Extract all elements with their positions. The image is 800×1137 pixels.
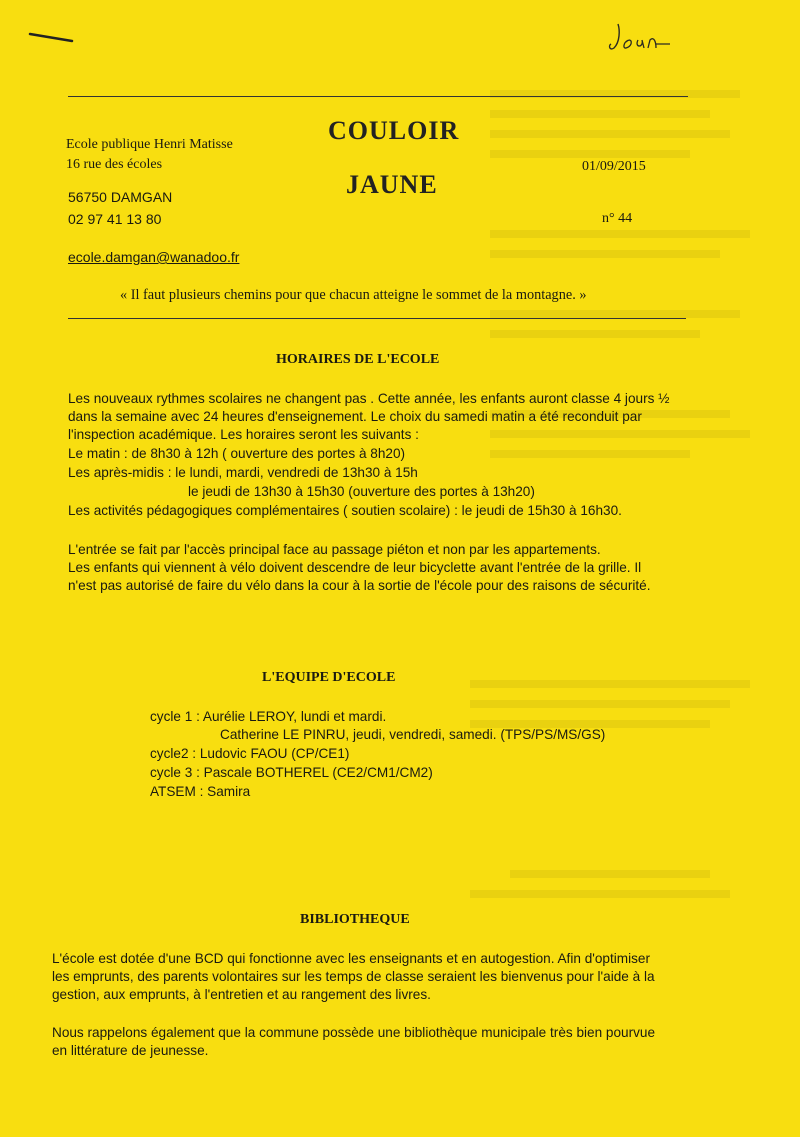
- equipe-line: ATSEM : Samira: [150, 784, 251, 799]
- horaires-line: Les nouveaux rythmes scolaires ne changent pas . Cette année, les enfants auront classe 4 jours ½: [68, 391, 670, 406]
- school-phone: 02 97 41 13 80: [68, 211, 162, 227]
- school-name: Ecole publique Henri Matisse: [66, 137, 233, 152]
- horaires-heading: HORAIRES DE L'ECOLE: [276, 352, 440, 367]
- top-rule: [68, 96, 688, 97]
- handwritten-name: [608, 18, 676, 58]
- bibliotheque-line: les emprunts, des parents volontaires sur les temps de classe seraient les bienvenus pour l'aide à la: [52, 969, 655, 984]
- bibliotheque-line: gestion, aux emprunts, à l'entretien et au rangement des livres.: [52, 987, 431, 1002]
- issue-number: n° 44: [602, 211, 633, 226]
- bibliotheque-line: Nous rappelons également que la commune possède une bibliothèque municipale très bien pourvue: [52, 1025, 656, 1040]
- acces-line: L'entrée se fait par l'accès principal face au passage piéton et non par les appartements.: [68, 542, 601, 557]
- bibliotheque-heading: BIBLIOTHEQUE: [300, 912, 410, 927]
- horaires-line: dans la semaine avec 24 heures d'enseignement. Le choix du samedi matin a été reconduit par: [68, 409, 642, 424]
- newsletter-title-line1: COULOIR: [328, 116, 460, 145]
- quote-rule: [68, 318, 686, 319]
- equipe-line: cycle2 : Ludovic FAOU (CP/CE1): [150, 746, 350, 761]
- bibliotheque-line: en littérature de jeunesse.: [52, 1043, 209, 1058]
- school-postal-city: 56750 DAMGAN: [68, 189, 173, 205]
- newsletter-title-line2: JAUNE: [346, 170, 438, 199]
- horaires-line: l'inspection académique. Les horaires seront les suivants :: [68, 427, 419, 442]
- equipe-line: cycle 1 : Aurélie LEROY, lundi et mardi.: [150, 709, 387, 724]
- horaires-line: le jeudi de 13h30 à 15h30 (ouverture des portes à 13h20): [188, 484, 535, 499]
- school-street: 16 rue des écoles: [66, 157, 163, 172]
- equipe-line: Catherine LE PINRU, jeudi, vendredi, samedi. (TPS/PS/MS/GS): [220, 727, 606, 742]
- acces-line: Les enfants qui viennent à vélo doivent descendre de leur bicyclette avant l'entrée de la grille. Il: [68, 560, 642, 575]
- equipe-line: cycle 3 : Pascale BOTHEREL (CE2/CM1/CM2): [150, 765, 433, 780]
- acces-line: n'est pas autorisé de faire du vélo dans la cour à la sortie de l'école pour des raisons de sécurité.: [68, 578, 651, 593]
- equipe-heading: L'EQUIPE D'ECOLE: [262, 670, 396, 685]
- bibliotheque-line: L'école est dotée d'une BCD qui fonctionne avec les enseignants et en autogestion. Afin d'optimiser: [52, 951, 650, 966]
- school-email-link[interactable]: ecole.damgan@wanadoo.fr: [68, 249, 240, 265]
- horaires-line: Les activités pédagogiques complémentaires ( soutien scolaire) : le jeudi de 15h30 à 16h30.: [68, 503, 622, 518]
- quote: « Il faut plusieurs chemins pour que chacun atteigne le sommet de la montagne. »: [120, 287, 587, 303]
- horaires-line: Le matin : de 8h30 à 12h ( ouverture des portes à 8h20): [68, 446, 406, 461]
- pen-mark: [28, 30, 76, 44]
- issue-date: 01/09/2015: [582, 159, 646, 174]
- horaires-line: Les après-midis : le lundi, mardi, vendredi de 13h30 à 15h: [68, 465, 418, 480]
